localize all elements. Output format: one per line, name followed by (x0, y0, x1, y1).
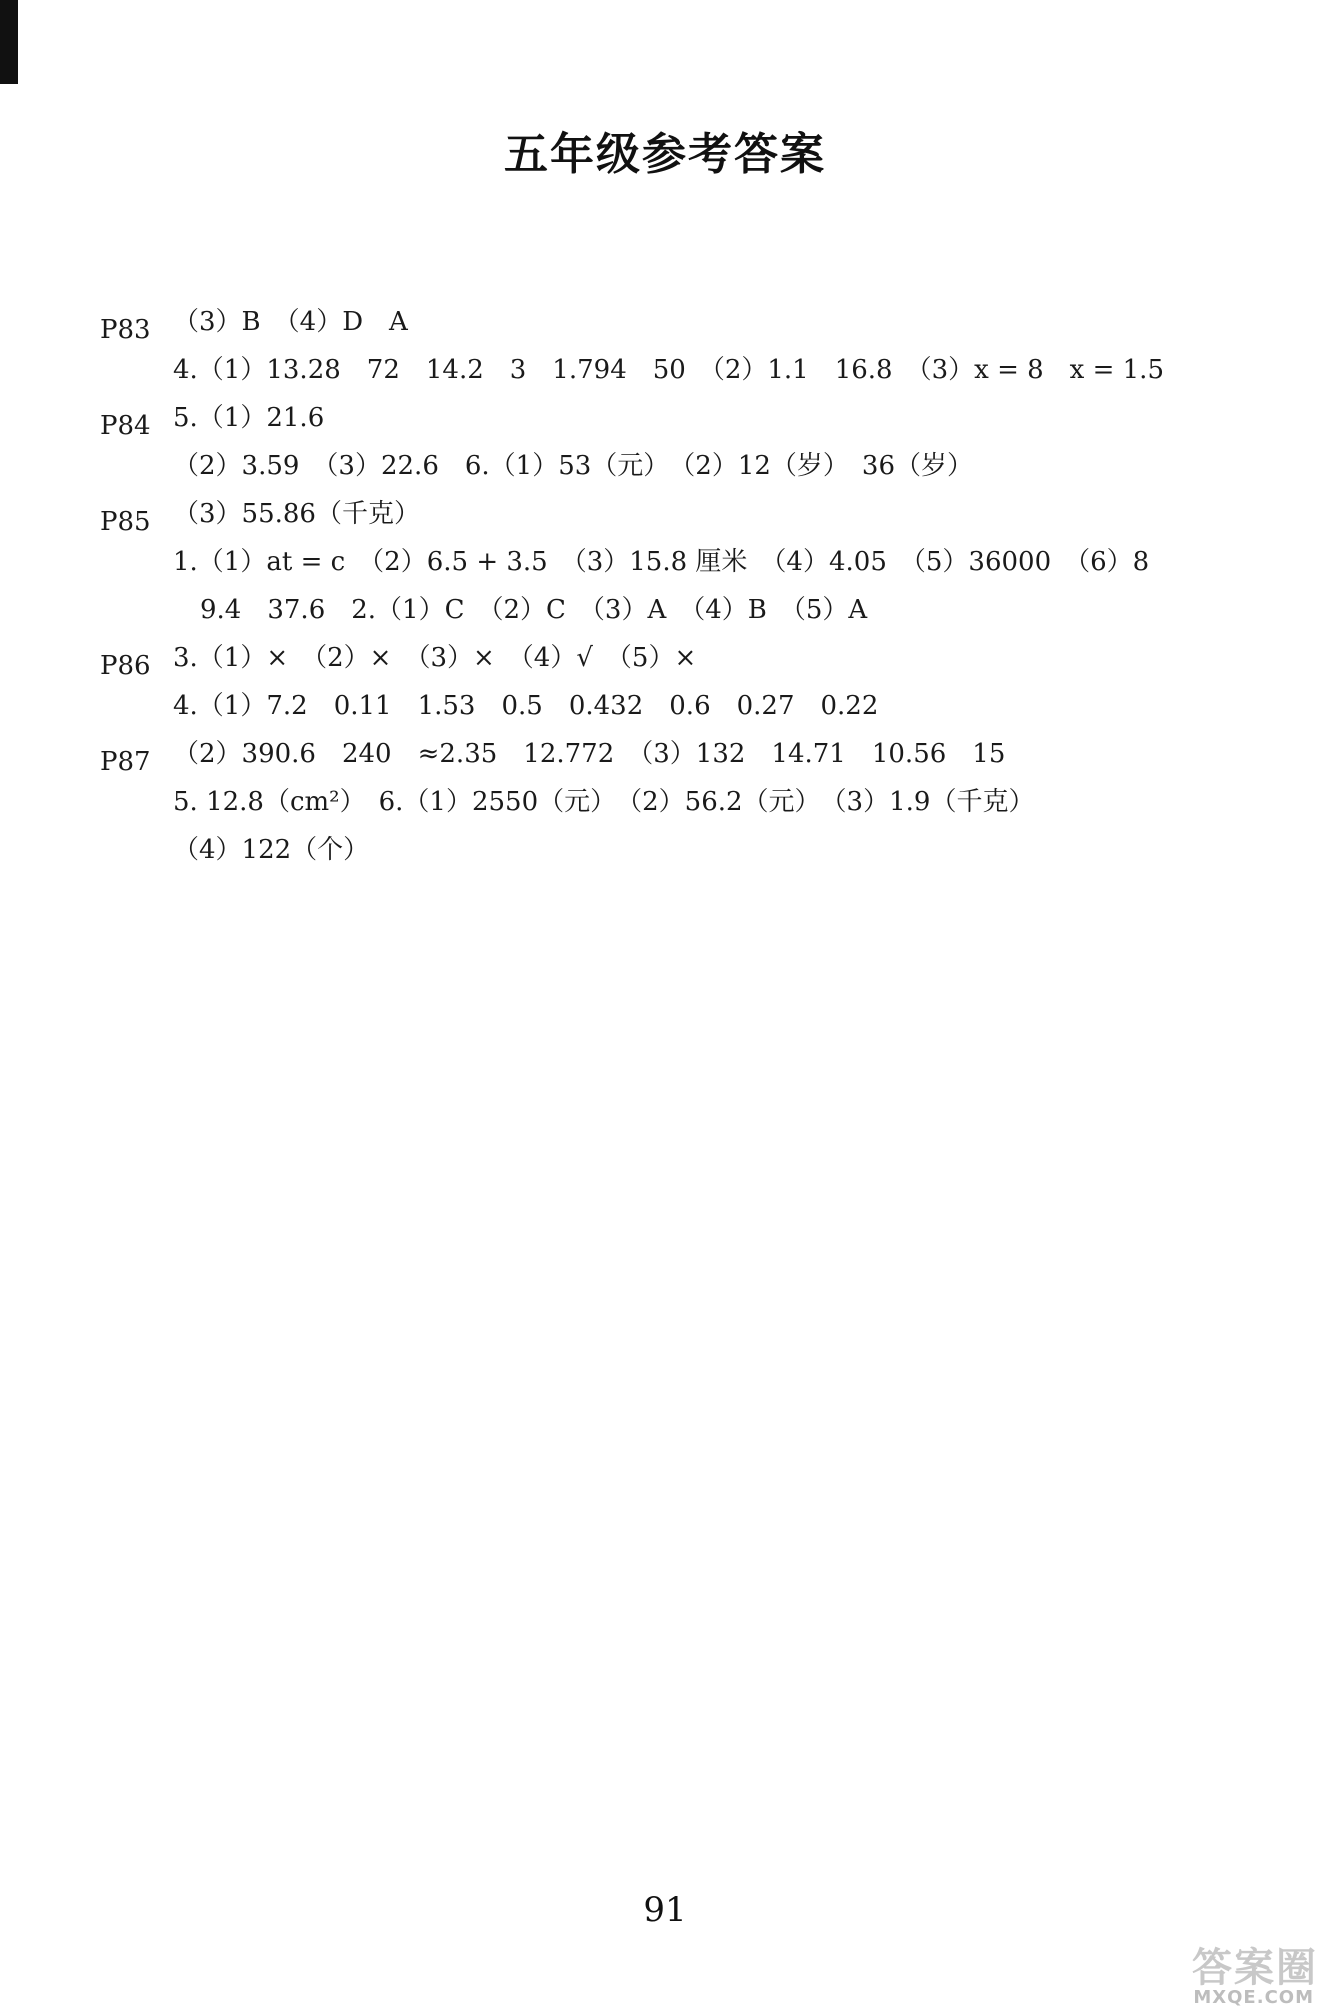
answer-text: 1.（1）at = c （2）6.5 + 3.5 （3）15.8 厘米 （4）4.05 （5）36000 （6）8 (173, 547, 1150, 577)
answer-text: （3）55.86（千克） (173, 499, 420, 529)
page-label: P87 (100, 747, 151, 777)
watermark-logo: 答案圈 (1192, 1945, 1318, 1991)
answer-text: （2）3.59 （3）22.6 6.（1）53（元） （2）12（岁） 36（岁） (173, 451, 974, 481)
answer-text: 5.（1）21.6 (173, 403, 325, 433)
watermark-url: MXQE.COM (1193, 1987, 1314, 2008)
watermark (1138, 1936, 1318, 2008)
page-label: P86 (100, 651, 151, 681)
answer-text: 3.（1）× （2）× （3）× （4）√ （5）× (173, 643, 697, 673)
page-label: P84 (100, 411, 151, 441)
scan-edge-bar (0, 0, 18, 84)
page-label: P85 (100, 507, 151, 537)
answer-text: 4.（1）7.2 0.11 1.53 0.5 0.432 0.6 0.27 0.22 (173, 691, 879, 721)
answer-text: 5. 12.8（cm²） 6.（1）2550（元） （2）56.2（元） （3）1.9（千克） (173, 787, 1035, 817)
page-number: 91 (643, 1890, 687, 1930)
answer-text: （2）390.6 240 ≈2.35 12.772 （3）132 14.71 10.56 15 (173, 739, 1006, 769)
answer-text: （3）B （4）D A (173, 307, 408, 337)
answer-text: 4.（1）13.28 72 14.2 3 1.794 50 （2）1.1 16.8 （3）x = 8 x = 1.5 (173, 355, 1164, 385)
page-label: P83 (100, 315, 151, 345)
answer-text: （4）122（个） (173, 835, 370, 865)
page-title: 五年级参考答案 (504, 129, 826, 180)
answer-text: 9.4 37.6 2.（1）C （2）C （3）A （4）B （5）A (200, 595, 868, 625)
